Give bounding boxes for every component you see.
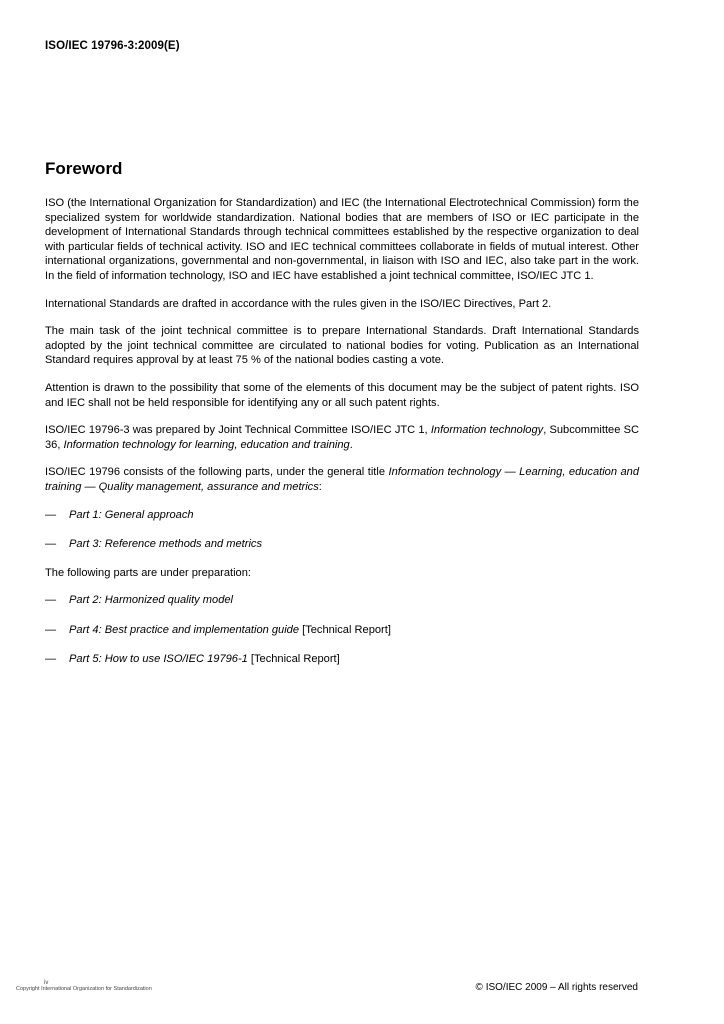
list-item bbox=[45, 623, 639, 638]
paragraph-iso-iec-intro: ISO (the International Organization for Standardization) and IEC (the International Electrotechnical Commission) form the specialized system for worldwide standardization. National bodies that are members of ISO or IEC participate in the development of International Standards through technical committees established by the respective organization to deal with particular fields of technical activity. ISO and IEC technical committees collaborate in fields of mutual interest. Other international organizations, governmental and non-governmental, in liaison with ISO and IEC, also take part in the work. In the field of information technology, ISO and IEC have established a joint technical committee, ISO/IEC JTC 1. bbox=[45, 197, 639, 282]
parts-list-published bbox=[45, 508, 639, 552]
paragraph-consists-of bbox=[45, 465, 639, 494]
part-title: Part 4: Best practice and implementation guide bbox=[69, 623, 300, 636]
consists-of-end: : bbox=[318, 480, 322, 493]
paragraph-directives: International Standards are drafted in accordance with the rules given in the ISO/IEC Directives, Part 2. bbox=[45, 297, 552, 310]
paragraph-under-preparation: The following parts are under preparation: bbox=[45, 566, 251, 579]
prepared-by-subcommittee-title: Information technology for learning, education and training bbox=[63, 438, 350, 451]
paragraph-patent-rights: Attention is drawn to the possibility that some of the elements of this document may be the subject of patent rights. ISO and IEC shall not be held responsible for identifying any or all such patent rights. bbox=[45, 381, 639, 409]
list-item-text bbox=[69, 537, 262, 552]
list-dash: — bbox=[45, 508, 57, 521]
document-id-header: ISO/IEC 19796-3:2009(E) bbox=[45, 40, 180, 52]
list-item-text bbox=[69, 508, 194, 523]
list-dash: — bbox=[45, 594, 57, 607]
list-item bbox=[45, 652, 639, 667]
paragraph-main-task: The main task of the joint technical committee is to prepare International Standards. Draft International Standards adopted by the joint technical committee are circulated to national bodies for voting. Publication as an International Standard requires approval by at least 75 % of the national bodies casting a vote. bbox=[45, 325, 639, 367]
list-dash: — bbox=[45, 537, 57, 550]
part-title: Part 1: General approach bbox=[69, 508, 194, 521]
list-item bbox=[45, 593, 639, 608]
prepared-by-subcommittee: , Subcommittee SC 36, bbox=[45, 424, 639, 451]
copyright-watermark: Copyright International Organization for Standardization bbox=[16, 986, 152, 992]
prepared-by-text: ISO/IEC 19796-3 was prepared by Joint Technical Committee ISO/IEC JTC 1, bbox=[45, 424, 431, 437]
general-title: Information technology — Learning, education and training — Quality management, assurance and metrics bbox=[45, 466, 640, 493]
paragraph-prepared-by bbox=[45, 423, 639, 452]
part-report-type: [Technical Report] bbox=[299, 623, 391, 636]
prepared-by-committee-title: Information technology bbox=[430, 424, 544, 437]
part-report-type: [Technical Report] bbox=[247, 652, 340, 665]
copyright-notice: © ISO/IEC 2009 – All rights reserved bbox=[475, 982, 638, 993]
list-dash: — bbox=[45, 652, 57, 665]
parts-list-in-preparation bbox=[45, 593, 639, 666]
consists-of-text: ISO/IEC 19796 consists of the following parts, under the general title bbox=[45, 466, 389, 479]
part-title: Part 5: How to use ISO/IEC 19796-1 bbox=[69, 652, 248, 665]
part-title: Part 2: Harmonized quality model bbox=[69, 594, 234, 607]
part-title: Part 3: Reference methods and metrics bbox=[69, 537, 262, 550]
list-dash: — bbox=[45, 623, 57, 636]
page-number: iv bbox=[44, 980, 49, 986]
list-item bbox=[45, 537, 639, 552]
foreword-body bbox=[45, 196, 639, 681]
list-item-text bbox=[69, 623, 391, 638]
list-item-text bbox=[69, 652, 340, 667]
prepared-by-end: . bbox=[349, 438, 353, 451]
list-item bbox=[45, 508, 639, 523]
list-item-text bbox=[69, 593, 233, 608]
page-title: Foreword bbox=[45, 159, 123, 178]
